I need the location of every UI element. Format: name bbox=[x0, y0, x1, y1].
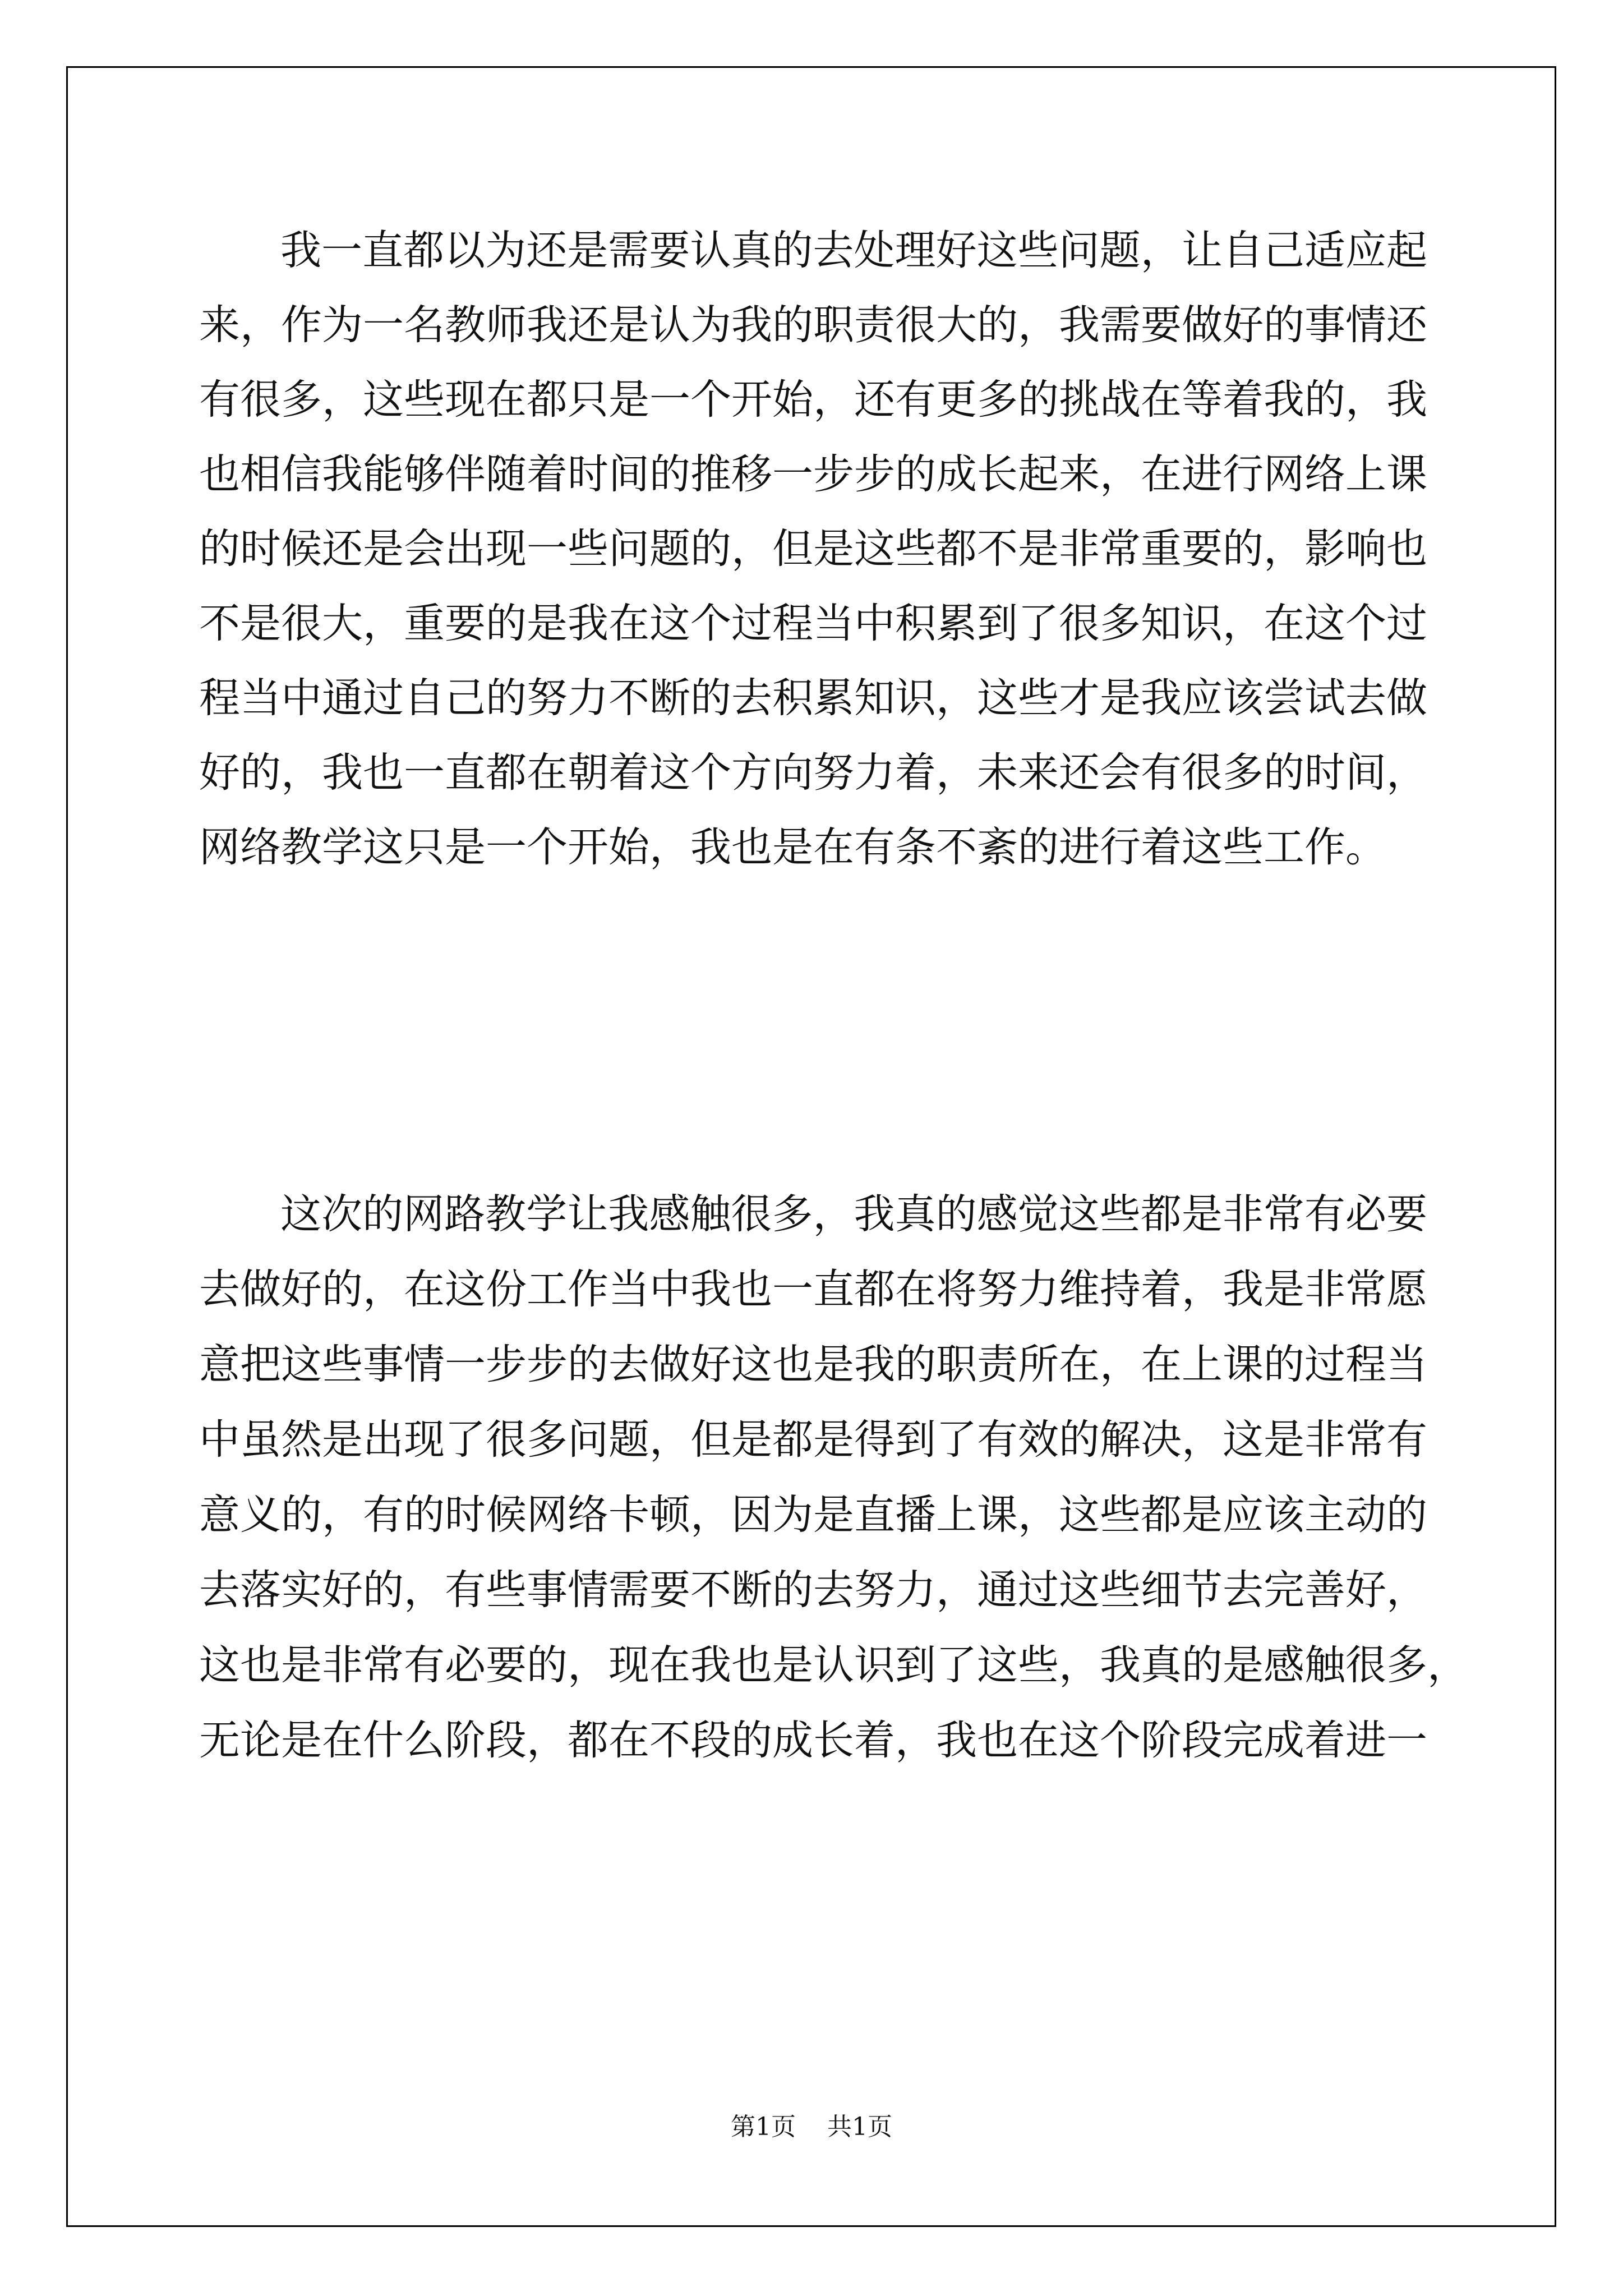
text-line: 意把这些事情一步步的去做好这也是我的职责所在，在上课的过程当 bbox=[199, 1341, 1427, 1388]
text-line: 来，作为一名教师我还是认为我的职责很大的，我需要做好的事情还 bbox=[199, 301, 1427, 349]
text-line: 的时候还是会出现一些问题的，但是这些都不是非常重要的，影响也 bbox=[199, 525, 1427, 573]
text-line: 也相信我能够伴随着时间的推移一步步的成长起来，在进行网络上课 bbox=[199, 450, 1427, 498]
text-line: 去落实好的，有些事情需要不断的去努力，通过这些细节去完善好， bbox=[199, 1566, 1427, 1614]
text-line: 有很多，这些现在都只是一个开始，还有更多的挑战在等着我的，我 bbox=[199, 376, 1427, 424]
text-line: 无论是在什么阶段，都在不段的成长着，我也在这个阶段完成着进一 bbox=[199, 1717, 1427, 1764]
text-line: 不是很大，重要的是我在这个过程当中积累到了很多知识，在这个过 bbox=[199, 600, 1427, 647]
text-line: 我一直都以为还是需要认真的去处理好这些问题，让自己适应起 bbox=[280, 227, 1427, 274]
text-line: 好的，我也一直都在朝着这个方向努力着，未来还会有很多的时间， bbox=[199, 749, 1427, 797]
page-footer bbox=[0, 2110, 1623, 2144]
page-number: 第1页 bbox=[731, 2113, 796, 2141]
text-line: 意义的，有的时候网络卡顿，因为是直播上课，这些都是应该主动的 bbox=[199, 1491, 1427, 1539]
text-line: 程当中通过自己的努力不断的去积累知识，这些才是我应该尝试去做 bbox=[199, 674, 1427, 722]
text-line: 这次的网路教学让我感触很多，我真的感觉这些都是非常有必要 bbox=[280, 1190, 1427, 1238]
text-line: 这也是非常有必要的，现在我也是认识到了这些，我真的是感触很多， bbox=[199, 1641, 1468, 1689]
text-line: 中虽然是出现了很多问题，但是都是得到了有效的解决，这是非常有 bbox=[199, 1416, 1427, 1464]
text-line: 去做好的，在这份工作当中我也一直都在将努力维持着，我是非常愿 bbox=[199, 1266, 1427, 1313]
page-total: 共1页 bbox=[827, 2113, 892, 2141]
text-line: 网络教学这只是一个开始，我也是在有条不紊的进行着这些工作。 bbox=[199, 823, 1386, 871]
